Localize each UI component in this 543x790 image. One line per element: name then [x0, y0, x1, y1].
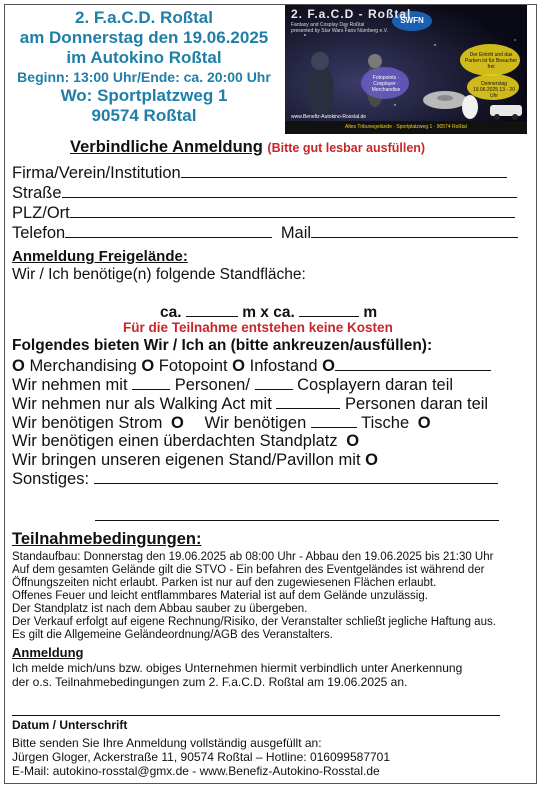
walking-act-row: [12, 394, 488, 414]
walking-label-a: Wir nehmen nur als Walking Act mit: [12, 395, 272, 413]
contact-web-row: [12, 764, 532, 778]
offers-heading: Folgendes bieten Wir / Ich an (bitte ankreuzen/ausfüllen):: [12, 337, 433, 354]
checkbox-power[interactable]: O: [171, 414, 184, 432]
separator: -: [192, 764, 197, 778]
area-depth-input[interactable]: [299, 302, 359, 317]
area-size-m-label: m: [363, 304, 378, 321]
checkbox-tables[interactable]: O: [417, 414, 431, 432]
persons-label-a: Wir nehmen mit: [12, 376, 128, 394]
checkbox-infostand[interactable]: O: [232, 357, 246, 375]
checkbox-roofed[interactable]: O: [346, 432, 360, 450]
persons-row: [12, 375, 453, 395]
field-phone-row: [12, 223, 518, 243]
event-title: 2. F.a.C.D. Roßtal: [75, 8, 213, 27]
registration-line: Ich melde mich/uns bzw. obiges Unternehmen hiermit verbindlich unter Anerkennung: [12, 661, 463, 675]
terms-line: Es gilt die Allgemeine Geländeordnung/AGB des Veranstalters.: [12, 629, 333, 641]
poster-subtitle-2: presented by Star Wars Fans Nürnberg e.V.: [291, 28, 388, 34]
form-title-row: [70, 138, 425, 157]
field-zip-input[interactable]: [70, 203, 515, 218]
terms-line: Der Verkauf erfolgt auf eigene Rechnung/Risiko, der Veranstalter schließt jegliche Haftung aus.: [12, 616, 496, 628]
area-heading: Anmeldung Freigelände:: [12, 248, 188, 265]
poster-bubble-2: Der Eintritt und das Parken ist für Besucher frei: [465, 52, 517, 70]
poster-title: 2. F.a.C.D - Roßtal: [291, 7, 412, 21]
other-option-input[interactable]: [335, 356, 491, 371]
walking-label-b: Personen daran teil: [345, 395, 489, 413]
event-zip: 90574 Roßtal: [91, 106, 197, 125]
poster-bubble-1: Fotopoints · Cosplayer · Merchandise: [371, 75, 401, 93]
poster-bubble-3: Donnerstag 19.06.2025 13 - 20 Uhr: [473, 81, 515, 99]
field-street-input[interactable]: [62, 183, 517, 198]
power-tables-row: [12, 413, 431, 433]
area-free-note: Für die Teilnahme entstehen keine Kosten: [123, 320, 393, 335]
signature-label: Datum / Unterschrift: [12, 718, 128, 732]
area-size-mx-label: m x ca.: [242, 304, 295, 321]
field-street-label: Straße: [12, 184, 62, 202]
website-link[interactable]: www.Benefiz-Autokino-Rosstal.de: [199, 764, 380, 778]
field-mail-label: Mail: [280, 224, 312, 242]
own-stand-row: [12, 451, 378, 470]
event-header: [8, 8, 280, 126]
poster-subtitle-1: Fantasy and Cosplay Day Roßtal: [291, 22, 365, 28]
option-infostand-label: Infostand: [249, 357, 318, 375]
field-company-input[interactable]: [181, 163, 507, 178]
tables-count-input[interactable]: [311, 413, 357, 428]
persons-count-input[interactable]: [132, 375, 170, 390]
offers-options-row: [12, 356, 491, 376]
signature-input[interactable]: [12, 701, 500, 716]
power-label: Wir benötigen Strom: [12, 414, 163, 432]
poster-logo: SWFN: [400, 16, 424, 25]
checkbox-own-stand[interactable]: O: [365, 451, 378, 469]
terms-line: Auf dem gesamten Gelände gilt die STVO - Ein befahren des Eventgeländes ist während der: [12, 564, 485, 576]
field-mail-input[interactable]: [311, 223, 518, 238]
field-zip-label: PLZ/Ort: [12, 204, 70, 222]
event-venue: im Autokino Roßtal: [66, 48, 222, 67]
other-label: Sonstiges:: [12, 470, 90, 488]
persons-label-b: Personen/: [174, 376, 250, 394]
checkbox-fotopoint[interactable]: O: [141, 357, 155, 375]
field-company-label: Firma/Verein/Institution: [12, 164, 181, 182]
event-poster: [285, 5, 527, 134]
form-title: Verbindliche Anmeldung: [70, 138, 263, 156]
persons-label-c: Cosplayern daran teil: [297, 376, 454, 394]
registration-heading: Anmeldung: [12, 645, 84, 660]
field-street-row: [12, 183, 517, 203]
other-input-2[interactable]: [95, 506, 499, 521]
other-input-1[interactable]: [94, 469, 498, 484]
cosplayer-count-input[interactable]: [255, 375, 293, 390]
other-row: [12, 469, 498, 489]
field-phone-label: Telefon: [12, 224, 66, 242]
send-instruction: Bitte senden Sie Ihre Anmeldung vollständig ausgefüllt an:: [12, 736, 322, 750]
terms-line: Öffnungszeiten nicht erlaubt. Parken ist nur auf den zugewiesenen Flächen erlaubt.: [12, 577, 437, 589]
registration-text: [12, 661, 532, 689]
terms-line: Der Standplatz ist nach dem Abbau sauber zu übergeben.: [12, 603, 308, 615]
contact-block: [12, 736, 532, 778]
own-stand-label: Wir bringen unseren eigenen Stand/Pavillon mit: [12, 451, 361, 469]
tables-label-a: Wir benötigen: [204, 414, 307, 432]
event-date: am Donnerstag den 19.06.2025: [19, 28, 269, 47]
tables-label-b: Tische: [361, 414, 410, 432]
area-size-ca-label: ca.: [160, 304, 182, 321]
event-time: Beginn: 13:00 Uhr/Ende: ca. 20:00 Uhr: [17, 69, 271, 85]
field-zip-row: [12, 203, 515, 223]
terms-line: Standaufbau: Donnerstag den 19.06.2025 ab 08:00 Uhr - Abbau den 19.06.2025 bis 21:30 Uhr: [12, 551, 494, 563]
terms-line: Offenes Feuer und leicht entflammbares Material ist auf dem Gelände unzulässig.: [12, 590, 428, 602]
terms-heading: Teilnahmebedingungen:: [12, 530, 202, 548]
email-prefix: E-Mail:: [12, 764, 50, 778]
area-size-row: [160, 302, 377, 322]
terms-list: [12, 551, 532, 642]
poster-url: www.Benefiz-Autokino-Rosstal.de: [291, 114, 367, 120]
checkbox-merchandising[interactable]: O: [12, 357, 25, 375]
roofed-row: [12, 432, 359, 451]
registration-line: der o.s. Teilnahmebedingungen zum 2. F.a.C.D. Roßtal am 19.06.2025 an.: [12, 675, 408, 689]
poster-footer: Altes Tribunegelände · Sportplatzweg 1 · 90574 Roßtal: [345, 124, 467, 130]
form-title-note: (Bitte gut lesbar ausfüllen): [267, 141, 426, 155]
option-fotopoint-label: Fotopoint: [158, 357, 228, 375]
email-link[interactable]: autokino-rosstal@gmx.de: [52, 764, 189, 778]
event-address: Wo: Sportplatzweg 1: [60, 86, 228, 105]
field-company-row: [12, 163, 507, 183]
option-merchandising-label: Merchandising: [29, 357, 137, 375]
area-intro: Wir / Ich benötige(n) folgende Standfläche:: [12, 266, 306, 283]
contact-address: Jürgen Gloger, Ackerstraße 11, 90574 Roßtal – Hotline: 016099587701: [12, 750, 391, 764]
area-width-input[interactable]: [186, 302, 238, 317]
checkbox-other-option[interactable]: O: [322, 357, 335, 375]
roofed-label: Wir benötigen einen überdachten Standplatz: [12, 432, 338, 450]
walking-count-input[interactable]: [276, 394, 340, 409]
field-phone-input[interactable]: [65, 223, 272, 238]
